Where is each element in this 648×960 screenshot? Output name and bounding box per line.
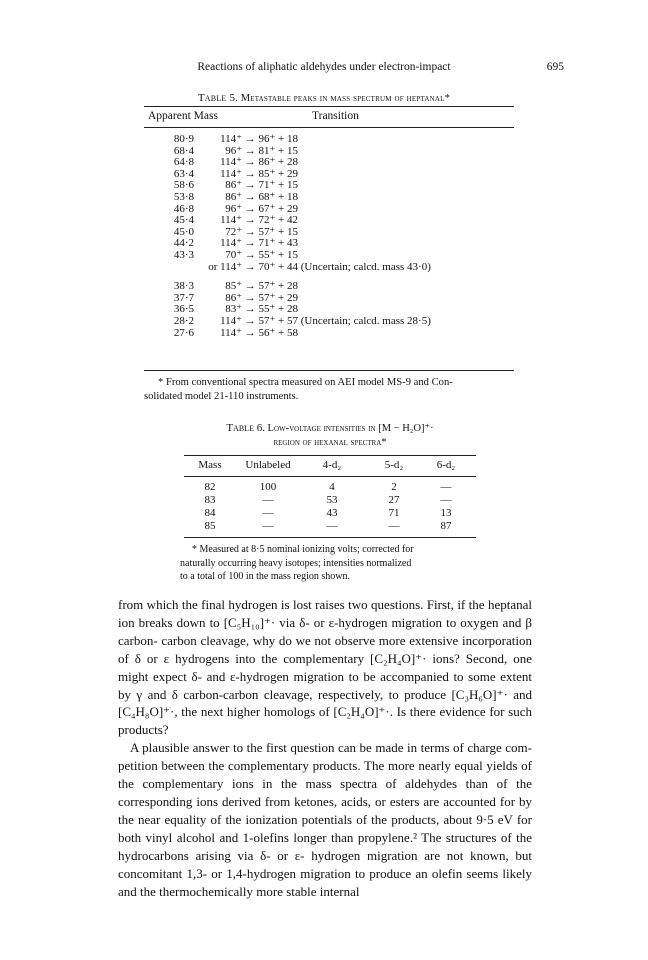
text-line: from which the final hydrogen is lost raises two questions. First, if the heptanal ion <box>118 597 532 630</box>
table6-cell: — <box>440 494 452 506</box>
table-row <box>144 169 524 181</box>
arrow-icon: → <box>242 303 259 316</box>
table5-products: 57⁺ + 28 <box>258 280 299 293</box>
table5-parent-ion: 96⁺ <box>225 202 242 215</box>
table6-footnote <box>180 543 480 584</box>
table6-cell: 13 <box>440 507 452 519</box>
table5-products: 71⁺ + 15 <box>258 179 299 192</box>
table6-cell: — <box>326 520 338 532</box>
text-line: longer than propylene.² The structures of the hydrocarbons arising via δ- or ε- <box>118 829 532 863</box>
table5-mass: 45·4 <box>173 214 194 227</box>
table6-bottom-rule <box>184 537 476 538</box>
text-line: derived from ketones, acids, or esters are accounted for by the near equality of the <box>118 793 532 827</box>
arrow-icon: → <box>242 291 259 304</box>
table6-cell: — <box>388 520 400 532</box>
table5-parent-ion: 114⁺ <box>220 326 242 339</box>
table5-parent-ion: 72⁺ <box>225 225 242 238</box>
text-line: hydrogens into the complementary [C₂H₄O]⁺· ions? Second, one might expect δ- and <box>118 650 533 684</box>
table5-header <box>144 110 514 126</box>
table6-label: Table 6. <box>226 422 266 434</box>
table5-mass: 46·8 <box>173 202 194 215</box>
table6-cell: — <box>262 520 274 532</box>
table5-products: 71⁺ + 43 <box>258 237 299 250</box>
table6-cell: 85 <box>204 520 216 532</box>
table6-cell: 27 <box>388 494 400 506</box>
text-line: petition between the complementary products. The more nearly equal yields of the <box>118 758 532 792</box>
table6-footnote-line: naturally occurring heavy isotopes; intensities normalized <box>180 557 412 569</box>
table-row <box>144 262 524 274</box>
table5-header-rule <box>144 127 514 128</box>
arrow-icon: → <box>242 190 259 203</box>
table-row <box>144 250 524 262</box>
table-row <box>184 520 476 533</box>
table5-products: 96⁺ + 18 <box>258 133 299 145</box>
table6-cell: 100 <box>259 481 277 493</box>
table5-parent-ion: or 114⁺ <box>208 260 242 273</box>
table6-header-row <box>184 459 476 472</box>
table5-parent-ion: 114⁺ <box>220 214 242 227</box>
arrow-icon: → <box>242 237 259 250</box>
table5-products: 86⁺ + 28 <box>258 156 299 169</box>
running-title: Reactions of aliphatic aldehydes under electron-impact <box>197 61 451 73</box>
table-row <box>144 238 524 250</box>
table5-parent-ion: 114⁺ <box>220 167 242 180</box>
text-line: of [C₂H₄O]⁺·. Is there evidence for such products? <box>118 704 533 738</box>
table-row <box>144 192 524 204</box>
table6-cell: Mass <box>198 459 222 471</box>
table5-mass: 43·3 <box>173 248 194 261</box>
table-row <box>184 481 476 494</box>
arrow-icon: → <box>242 248 259 261</box>
arrow-icon: → <box>242 225 259 238</box>
text-line: ε-hydrogen migration to be accompanied to some extent by γ and δ carbon-carbon <box>118 668 532 702</box>
text-line: hydrogen migration are not known, but concomitant 1,3- or 1,4-hydrogen migration <box>118 847 532 881</box>
table5-mass: 64·8 <box>173 156 194 169</box>
table6-cell: 82 <box>204 481 216 493</box>
table5-parent-ion: 86⁺ <box>225 179 242 192</box>
table5-products: 67⁺ + 29 <box>258 202 299 215</box>
text-line: carbon cleavage, why do we not observe more extensive incorporation of δ or ε <box>118 632 532 666</box>
table5-parent-ion: 114⁺ <box>220 133 242 145</box>
table6-cell: 83 <box>204 494 216 506</box>
table5-title: Metastable peaks in mass spectrum of heptanal* <box>240 93 451 104</box>
table5-mass: 36·5 <box>173 303 194 316</box>
text-line: to produce an olefin seems likely and the thermochemically more stable internal <box>118 865 533 899</box>
table6-cell: — <box>440 481 452 493</box>
table5-transition <box>192 262 552 274</box>
table5-parent-ion: 96⁺ <box>225 144 242 157</box>
table-row <box>184 494 476 507</box>
table5-footnote-line: * From conventional spectra measured on AEI model MS-9 and Con- <box>158 377 453 388</box>
table6-cell: — <box>262 507 274 519</box>
arrow-icon: → <box>242 214 259 227</box>
table5-mass: 27·6 <box>173 326 194 339</box>
text-line: complementary ions in the mass spectra of aldehydes than of the corresponding ions <box>118 776 532 809</box>
table-row <box>144 227 524 239</box>
table5-body <box>144 134 524 339</box>
body-text <box>118 596 532 900</box>
table5-parent-ion: 83⁺ <box>225 303 242 316</box>
table6-header-rule <box>184 476 476 477</box>
table5-mass: 80·9 <box>173 133 194 145</box>
table5-products: 57⁺ + 57 (Uncertain; calcd. mass 28·5) <box>258 314 431 327</box>
text-line: breaks down to [C₅H₁₀]⁺· via δ- or ε-hydrogen migration to oxygen and β carbon- <box>118 614 532 648</box>
arrow-icon: → <box>242 144 259 157</box>
page-number: 695 <box>546 61 564 73</box>
table6-body <box>184 481 476 533</box>
table5-mass: 38·3 <box>173 280 194 293</box>
table6-cell: 2 <box>391 481 397 493</box>
table5-mass: 45·0 <box>173 225 194 238</box>
arrow-icon: → <box>242 280 259 293</box>
table-row <box>144 328 524 340</box>
table5-col-transition: Transition <box>312 110 359 122</box>
table-row <box>144 316 524 328</box>
table6-cell: 53 <box>326 494 338 506</box>
text-line: A plausible answer to the first question can be made in terms of charge com- <box>130 740 532 756</box>
table6-cell: Unlabeled <box>245 459 291 471</box>
table5-mass: 53·8 <box>173 190 194 203</box>
arrow-icon: → <box>242 314 259 327</box>
table5-footnote-line: solidated model 21-110 instruments. <box>144 391 299 402</box>
table5-parent-ion: 114⁺ <box>220 314 242 327</box>
table-row <box>144 293 524 305</box>
text-line: ionization potentials of the products, about 9·5 eV for both vinyl alcohol and 1-olefins <box>118 811 532 845</box>
table5-parent-ion: 70⁺ <box>225 248 242 261</box>
table6-cell: 43 <box>326 507 338 519</box>
arrow-icon: → <box>242 133 259 145</box>
table-row <box>184 507 476 520</box>
paragraph <box>118 596 532 739</box>
table6-cell: 4 <box>329 481 335 493</box>
table6-cell: 6-d₂ <box>436 459 456 471</box>
table5-products: 55⁺ + 15 <box>258 248 299 261</box>
table6-top-rule <box>184 455 476 456</box>
arrow-icon: → <box>242 202 259 215</box>
table5-mass: 37·7 <box>173 291 194 304</box>
table5-mass: 28·2 <box>173 314 194 327</box>
table5-parent-ion: 85⁺ <box>225 280 242 293</box>
arrow-icon: → <box>242 326 259 339</box>
arrow-icon: → <box>242 167 259 180</box>
table5-products: 55⁺ + 28 <box>258 303 299 316</box>
table5-label: Table 5. <box>197 92 239 104</box>
table6-cell: 87 <box>440 520 452 532</box>
table6-title-line2: region of hexanal spectra* <box>273 437 387 448</box>
table5-products: 56⁺ + 58 <box>258 326 299 339</box>
arrow-icon: → <box>242 260 259 273</box>
table5-products: 70⁺ + 44 (Uncertain; calcd. mass 43·0) <box>258 260 431 273</box>
table6-cell: — <box>262 494 274 506</box>
table5-mass: 68·4 <box>173 144 194 157</box>
table5-footnote <box>144 376 514 404</box>
table5-bottom-rule <box>144 370 514 371</box>
arrow-icon: → <box>242 179 259 192</box>
table6-caption <box>170 421 490 450</box>
table5-products: 57⁺ + 29 <box>258 291 299 304</box>
table-row <box>144 281 524 293</box>
table-row <box>144 204 524 216</box>
table5-products: 72⁺ + 42 <box>258 214 299 227</box>
text-line: cleavage, respectively, to produce [C₃H₆O]⁺· and [C₄H₈O]⁺·, the next higher homologs <box>118 686 532 720</box>
table5-mass: 58·6 <box>173 179 194 192</box>
table5-parent-ion: 86⁺ <box>225 291 242 304</box>
table5-products: 81⁺ + 15 <box>258 144 299 157</box>
table6-footnote-line: * Measured at 8·5 nominal ionizing volts; corrected for <box>192 544 414 555</box>
table5-mass: 63·4 <box>173 167 194 180</box>
table6-cell: 4-d₂ <box>322 459 342 471</box>
table-row <box>144 180 524 192</box>
table6-title-line1: Low-voltage intensities in [M − H₂O]⁺· <box>267 423 434 434</box>
table-row <box>144 215 524 227</box>
table6-header <box>184 459 476 472</box>
table-row <box>144 157 524 169</box>
paragraph <box>118 739 532 900</box>
table5-transition <box>192 328 552 340</box>
table5-products: 85⁺ + 29 <box>258 167 299 180</box>
table6-cell: 71 <box>388 507 400 519</box>
table6-cell: 84 <box>204 507 216 519</box>
running-head <box>0 61 648 77</box>
table5-parent-ion: 114⁺ <box>220 156 242 169</box>
table5-caption <box>140 92 508 104</box>
table5-parent-ion: 114⁺ <box>220 237 242 250</box>
table-row <box>144 134 524 146</box>
table5-row-gap <box>144 273 524 281</box>
table6-footnote-line: to a total of 100 in the mass region shown. <box>180 571 350 582</box>
table5-parent-ion: 86⁺ <box>225 190 242 203</box>
table6-cell: 5-d₂ <box>384 459 404 471</box>
table5-mass: 44·2 <box>173 237 194 250</box>
table5-col-apparent-mass: Apparent Mass <box>148 110 218 122</box>
table-row <box>144 146 524 158</box>
table5-products: 68⁺ + 18 <box>258 190 299 203</box>
arrow-icon: → <box>242 156 259 169</box>
table5-top-rule <box>144 106 514 107</box>
table5-products: 57⁺ + 15 <box>258 225 299 238</box>
